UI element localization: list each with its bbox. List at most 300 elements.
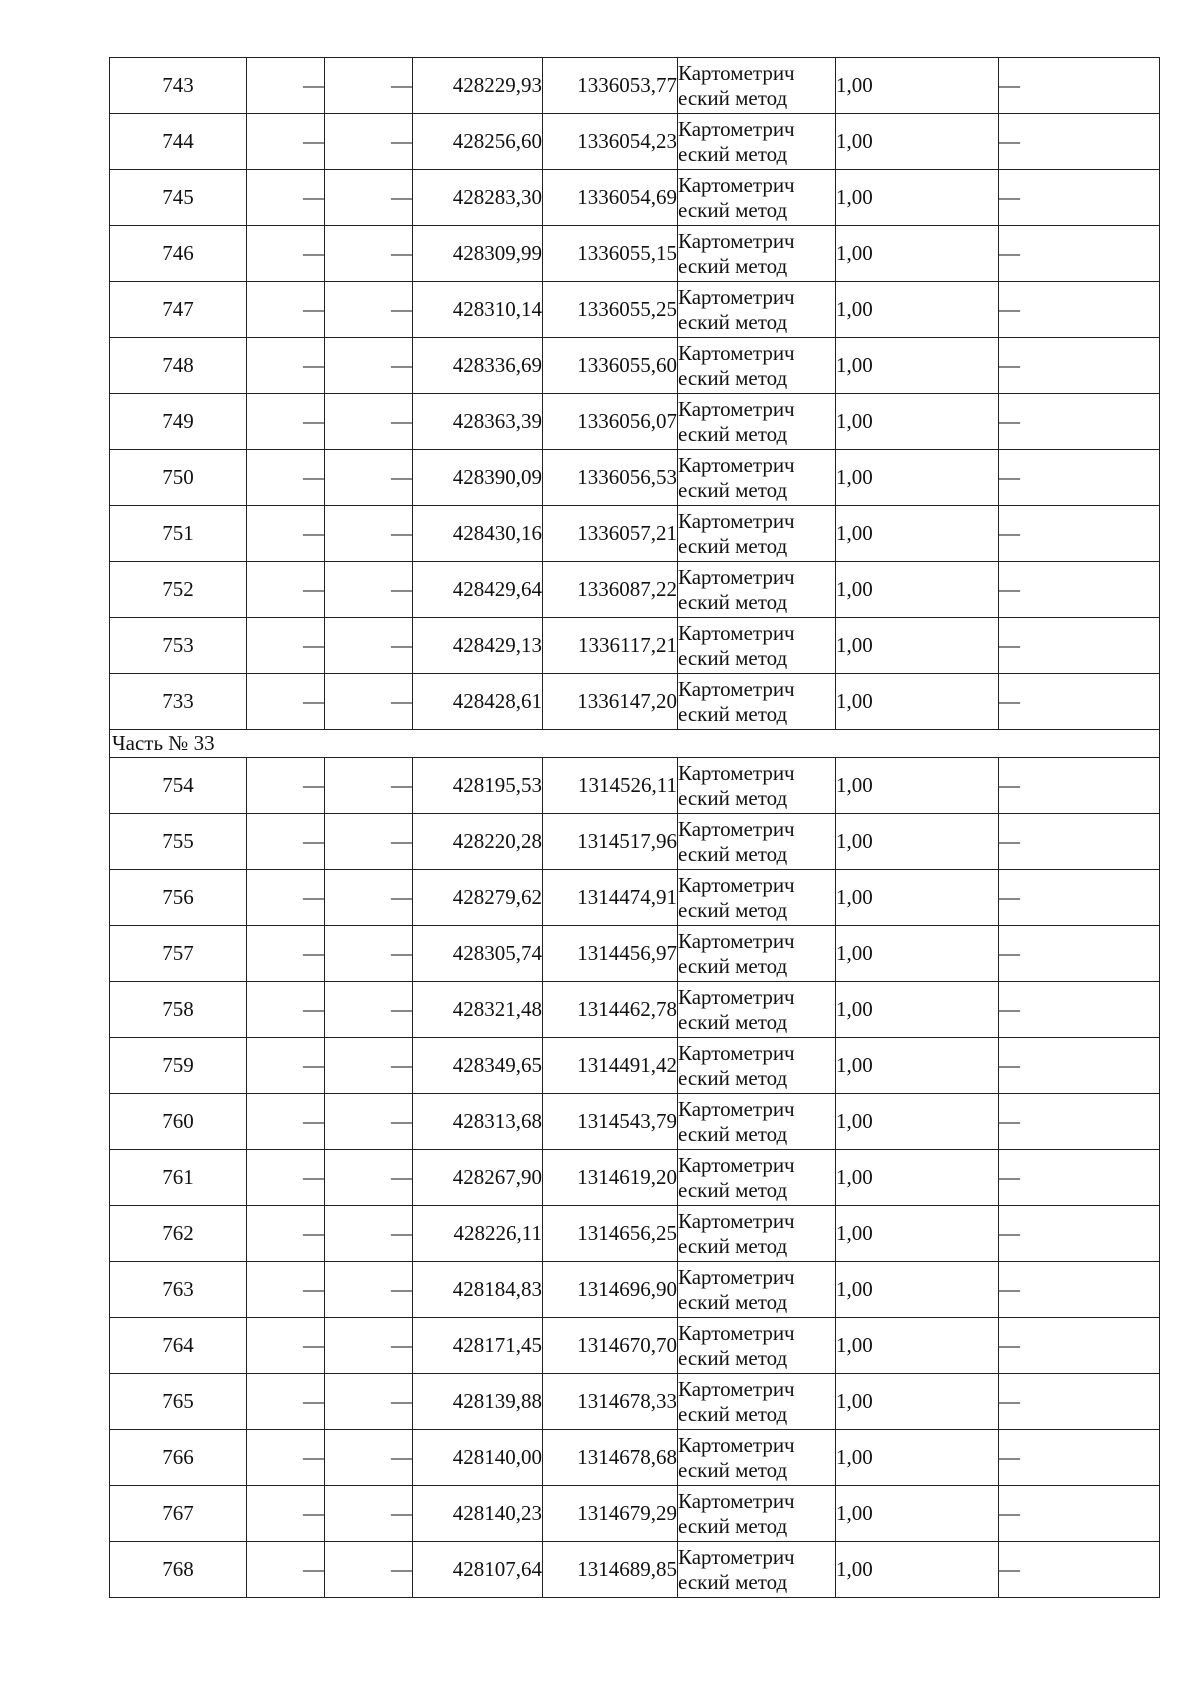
method-text-line-1: Картометрич xyxy=(678,1320,795,1345)
method-text-line-1: Картометрич xyxy=(678,1432,795,1457)
accuracy-cell: 1,00 xyxy=(836,338,999,394)
existing-x-cell: — xyxy=(247,394,325,450)
new-x-cell: 428184,83 xyxy=(413,1262,543,1318)
existing-x-cell: — xyxy=(247,114,325,170)
table-row xyxy=(110,1430,1160,1486)
existing-y-cell: — xyxy=(325,1262,413,1318)
method-text-line-1: Картометрич xyxy=(678,620,795,645)
accuracy-cell: 1,00 xyxy=(836,758,999,814)
new-x-cell: 428279,62 xyxy=(413,870,543,926)
method-cell xyxy=(678,1094,836,1150)
method-cell xyxy=(678,1318,836,1374)
accuracy-cell: 1,00 xyxy=(836,1262,999,1318)
method-cell xyxy=(678,758,836,814)
point-number-cell: 768 xyxy=(110,1542,247,1598)
new-y-cell: 1314678,68 xyxy=(543,1430,678,1486)
new-y-cell: 1314679,29 xyxy=(543,1486,678,1542)
accuracy-cell: 1,00 xyxy=(836,1542,999,1598)
table-row xyxy=(110,450,1160,506)
new-y-cell: 1336055,15 xyxy=(543,226,678,282)
existing-y-cell: — xyxy=(325,1038,413,1094)
existing-x-cell: — xyxy=(247,1262,325,1318)
method-cell xyxy=(678,1486,836,1542)
description-cell: — xyxy=(999,982,1160,1038)
existing-y-cell: — xyxy=(325,870,413,926)
method-text-line-2: еский метод xyxy=(678,1569,788,1594)
existing-x-cell: — xyxy=(247,1542,325,1598)
new-x-cell: 428140,23 xyxy=(413,1486,543,1542)
new-x-cell: 428107,64 xyxy=(413,1542,543,1598)
method-text-line-1: Картометрич xyxy=(678,1376,795,1401)
method-text-line-2: еский метод xyxy=(678,701,788,726)
point-number-cell: 755 xyxy=(110,814,247,870)
method-cell xyxy=(678,562,836,618)
method-text-line-2: еский метод xyxy=(678,1121,788,1146)
point-number-cell: 757 xyxy=(110,926,247,982)
new-y-cell: 1314474,91 xyxy=(543,870,678,926)
table-row xyxy=(110,282,1160,338)
new-y-cell: 1314689,85 xyxy=(543,1542,678,1598)
new-x-cell: 428256,60 xyxy=(413,114,543,170)
existing-y-cell: — xyxy=(325,674,413,730)
accuracy-cell: 1,00 xyxy=(836,1374,999,1430)
existing-x-cell: — xyxy=(247,282,325,338)
existing-y-cell: — xyxy=(325,170,413,226)
method-text-line-2: еский метод xyxy=(678,197,788,222)
new-x-cell: 428171,45 xyxy=(413,1318,543,1374)
existing-x-cell: — xyxy=(247,338,325,394)
existing-x-cell: — xyxy=(247,226,325,282)
method-text-line-1: Картометрич xyxy=(678,1152,795,1177)
method-text-line-2: еский метод xyxy=(678,365,788,390)
method-text-line-1: Картометрич xyxy=(678,1488,795,1513)
table-row xyxy=(110,1318,1160,1374)
method-text-line-1: Картометрич xyxy=(678,760,795,785)
new-y-cell: 1336056,07 xyxy=(543,394,678,450)
new-y-cell: 1336055,25 xyxy=(543,282,678,338)
new-y-cell: 1314696,90 xyxy=(543,1262,678,1318)
accuracy-cell: 1,00 xyxy=(836,1150,999,1206)
method-cell xyxy=(678,1262,836,1318)
new-y-cell: 1314656,25 xyxy=(543,1206,678,1262)
description-cell: — xyxy=(999,1542,1160,1598)
method-cell xyxy=(678,1542,836,1598)
method-text-line-2: еский метод xyxy=(678,645,788,670)
point-number-cell: 743 xyxy=(110,58,247,114)
description-cell: — xyxy=(999,450,1160,506)
description-cell: — xyxy=(999,1150,1160,1206)
description-cell: — xyxy=(999,618,1160,674)
new-x-cell: 428226,11 xyxy=(413,1206,543,1262)
existing-x-cell: — xyxy=(247,1206,325,1262)
existing-x-cell: — xyxy=(247,926,325,982)
table-row xyxy=(110,674,1160,730)
description-cell: — xyxy=(999,1094,1160,1150)
new-y-cell: 1314517,96 xyxy=(543,814,678,870)
existing-x-cell: — xyxy=(247,758,325,814)
new-y-cell: 1314670,70 xyxy=(543,1318,678,1374)
existing-y-cell: — xyxy=(325,1542,413,1598)
table-row xyxy=(110,394,1160,450)
method-text-line-1: Картометрич xyxy=(678,564,795,589)
method-cell xyxy=(678,338,836,394)
accuracy-cell: 1,00 xyxy=(836,450,999,506)
point-number-cell: 764 xyxy=(110,1318,247,1374)
point-number-cell: 765 xyxy=(110,1374,247,1430)
new-y-cell: 1336054,69 xyxy=(543,170,678,226)
description-cell: — xyxy=(999,1318,1160,1374)
method-text-line-2: еский метод xyxy=(678,1345,788,1370)
method-text-line-2: еский метод xyxy=(678,421,788,446)
description-cell: — xyxy=(999,1486,1160,1542)
existing-x-cell: — xyxy=(247,562,325,618)
accuracy-cell: 1,00 xyxy=(836,1206,999,1262)
description-cell: — xyxy=(999,674,1160,730)
new-y-cell: 1336087,22 xyxy=(543,562,678,618)
method-cell xyxy=(678,870,836,926)
description-cell: — xyxy=(999,58,1160,114)
method-text-line-2: еский метод xyxy=(678,1177,788,1202)
table-row xyxy=(110,1262,1160,1318)
method-text-line-1: Картометрич xyxy=(678,1208,795,1233)
existing-x-cell: — xyxy=(247,1430,325,1486)
description-cell: — xyxy=(999,926,1160,982)
method-text-line-1: Картометрич xyxy=(678,816,795,841)
new-y-cell: 1314526,11 xyxy=(543,758,678,814)
table-row xyxy=(110,1542,1160,1598)
method-cell xyxy=(678,1038,836,1094)
new-y-cell: 1314543,79 xyxy=(543,1094,678,1150)
existing-y-cell: — xyxy=(325,1318,413,1374)
existing-y-cell: — xyxy=(325,1486,413,1542)
method-text-line-1: Картометрич xyxy=(678,984,795,1009)
accuracy-cell: 1,00 xyxy=(836,674,999,730)
method-text-line-1: Картометрич xyxy=(678,1096,795,1121)
method-text-line-1: Картометрич xyxy=(678,1264,795,1289)
point-number-cell: 760 xyxy=(110,1094,247,1150)
method-text-line-2: еский метод xyxy=(678,253,788,278)
new-y-cell: 1314678,33 xyxy=(543,1374,678,1430)
point-number-cell: 745 xyxy=(110,170,247,226)
new-x-cell: 428349,65 xyxy=(413,1038,543,1094)
existing-x-cell: — xyxy=(247,58,325,114)
new-y-cell: 1314456,97 xyxy=(543,926,678,982)
table-row xyxy=(110,814,1160,870)
method-cell xyxy=(678,394,836,450)
existing-y-cell: — xyxy=(325,814,413,870)
existing-x-cell: — xyxy=(247,1374,325,1430)
method-text-line-2: еский метод xyxy=(678,785,788,810)
table-row xyxy=(110,1486,1160,1542)
method-text-line-2: еский метод xyxy=(678,85,788,110)
method-text-line-1: Картометрич xyxy=(678,396,795,421)
table-row xyxy=(110,982,1160,1038)
existing-y-cell: — xyxy=(325,338,413,394)
method-text-line-2: еский метод xyxy=(678,533,788,558)
existing-y-cell: — xyxy=(325,506,413,562)
new-y-cell: 1336147,20 xyxy=(543,674,678,730)
method-text-line-2: еский метод xyxy=(678,953,788,978)
point-number-cell: 758 xyxy=(110,982,247,1038)
method-text-line-2: еский метод xyxy=(678,897,788,922)
accuracy-cell: 1,00 xyxy=(836,562,999,618)
new-x-cell: 428139,88 xyxy=(413,1374,543,1430)
table-row xyxy=(110,114,1160,170)
existing-y-cell: — xyxy=(325,758,413,814)
point-number-cell: 749 xyxy=(110,394,247,450)
method-text-line-1: Картометрич xyxy=(678,452,795,477)
point-number-cell: 733 xyxy=(110,674,247,730)
existing-x-cell: — xyxy=(247,674,325,730)
existing-y-cell: — xyxy=(325,926,413,982)
point-number-cell: 751 xyxy=(110,506,247,562)
description-cell: — xyxy=(999,758,1160,814)
table-row xyxy=(110,618,1160,674)
method-text-line-2: еский метод xyxy=(678,1233,788,1258)
method-text-line-1: Картометрич xyxy=(678,172,795,197)
new-y-cell: 1314462,78 xyxy=(543,982,678,1038)
method-cell xyxy=(678,1150,836,1206)
existing-y-cell: — xyxy=(325,618,413,674)
existing-y-cell: — xyxy=(325,982,413,1038)
table-row xyxy=(110,226,1160,282)
part-heading-row xyxy=(110,730,1160,758)
method-cell xyxy=(678,450,836,506)
accuracy-cell: 1,00 xyxy=(836,282,999,338)
point-number-cell: 752 xyxy=(110,562,247,618)
accuracy-cell: 1,00 xyxy=(836,618,999,674)
new-y-cell: 1314619,20 xyxy=(543,1150,678,1206)
new-x-cell: 428195,53 xyxy=(413,758,543,814)
method-text-line-1: Картометрич xyxy=(678,284,795,309)
method-text-line-1: Картометрич xyxy=(678,116,795,141)
method-text-line-2: еский метод xyxy=(678,477,788,502)
new-x-cell: 428428,61 xyxy=(413,674,543,730)
method-cell xyxy=(678,674,836,730)
method-cell xyxy=(678,618,836,674)
existing-y-cell: — xyxy=(325,1094,413,1150)
accuracy-cell: 1,00 xyxy=(836,926,999,982)
method-cell xyxy=(678,114,836,170)
existing-x-cell: — xyxy=(247,870,325,926)
point-number-cell: 754 xyxy=(110,758,247,814)
point-number-cell: 748 xyxy=(110,338,247,394)
new-x-cell: 428140,00 xyxy=(413,1430,543,1486)
existing-y-cell: — xyxy=(325,1374,413,1430)
point-number-cell: 750 xyxy=(110,450,247,506)
existing-y-cell: — xyxy=(325,562,413,618)
new-y-cell: 1336057,21 xyxy=(543,506,678,562)
part-heading: Часть № 33 xyxy=(110,730,1160,758)
method-text-line-1: Картометрич xyxy=(678,228,795,253)
description-cell: — xyxy=(999,1206,1160,1262)
method-text-line-2: еский метод xyxy=(678,1289,788,1314)
new-x-cell: 428305,74 xyxy=(413,926,543,982)
existing-x-cell: — xyxy=(247,506,325,562)
table-row xyxy=(110,506,1160,562)
accuracy-cell: 1,00 xyxy=(836,870,999,926)
new-x-cell: 428267,90 xyxy=(413,1150,543,1206)
existing-x-cell: — xyxy=(247,170,325,226)
existing-x-cell: — xyxy=(247,1486,325,1542)
point-number-cell: 753 xyxy=(110,618,247,674)
table-row xyxy=(110,870,1160,926)
point-number-cell: 761 xyxy=(110,1150,247,1206)
description-cell: — xyxy=(999,170,1160,226)
table-row xyxy=(110,338,1160,394)
accuracy-cell: 1,00 xyxy=(836,1430,999,1486)
description-cell: — xyxy=(999,1262,1160,1318)
method-cell xyxy=(678,926,836,982)
point-number-cell: 746 xyxy=(110,226,247,282)
point-number-cell: 763 xyxy=(110,1262,247,1318)
table-body xyxy=(110,58,1160,1598)
existing-y-cell: — xyxy=(325,282,413,338)
method-text-line-1: Картометрич xyxy=(678,1040,795,1065)
existing-x-cell: — xyxy=(247,618,325,674)
existing-y-cell: — xyxy=(325,1150,413,1206)
new-x-cell: 428310,14 xyxy=(413,282,543,338)
coordinates-table xyxy=(109,57,1160,1598)
existing-y-cell: — xyxy=(325,1206,413,1262)
point-number-cell: 762 xyxy=(110,1206,247,1262)
accuracy-cell: 1,00 xyxy=(836,226,999,282)
method-text-line-2: еский метод xyxy=(678,1065,788,1090)
description-cell: — xyxy=(999,338,1160,394)
accuracy-cell: 1,00 xyxy=(836,506,999,562)
method-cell xyxy=(678,506,836,562)
new-x-cell: 428363,39 xyxy=(413,394,543,450)
point-number-cell: 756 xyxy=(110,870,247,926)
new-x-cell: 428309,99 xyxy=(413,226,543,282)
accuracy-cell: 1,00 xyxy=(836,982,999,1038)
new-x-cell: 428429,13 xyxy=(413,618,543,674)
new-y-cell: 1336056,53 xyxy=(543,450,678,506)
existing-x-cell: — xyxy=(247,814,325,870)
new-y-cell: 1314491,42 xyxy=(543,1038,678,1094)
new-x-cell: 428321,48 xyxy=(413,982,543,1038)
method-text-line-2: еский метод xyxy=(678,309,788,334)
table-row xyxy=(110,1374,1160,1430)
existing-y-cell: — xyxy=(325,58,413,114)
new-y-cell: 1336117,21 xyxy=(543,618,678,674)
accuracy-cell: 1,00 xyxy=(836,170,999,226)
table-row xyxy=(110,926,1160,982)
new-x-cell: 428390,09 xyxy=(413,450,543,506)
existing-y-cell: — xyxy=(325,226,413,282)
table-row xyxy=(110,562,1160,618)
new-x-cell: 428430,16 xyxy=(413,506,543,562)
new-x-cell: 428283,30 xyxy=(413,170,543,226)
table-row xyxy=(110,1206,1160,1262)
method-text-line-2: еский метод xyxy=(678,1457,788,1482)
method-text-line-2: еский метод xyxy=(678,841,788,866)
method-cell xyxy=(678,170,836,226)
table-row xyxy=(110,170,1160,226)
accuracy-cell: 1,00 xyxy=(836,1318,999,1374)
point-number-cell: 767 xyxy=(110,1486,247,1542)
table-row xyxy=(110,58,1160,114)
description-cell: — xyxy=(999,226,1160,282)
description-cell: — xyxy=(999,506,1160,562)
new-x-cell: 428313,68 xyxy=(413,1094,543,1150)
method-cell xyxy=(678,58,836,114)
new-x-cell: 428229,93 xyxy=(413,58,543,114)
new-x-cell: 428336,69 xyxy=(413,338,543,394)
accuracy-cell: 1,00 xyxy=(836,58,999,114)
method-text-line-1: Картометрич xyxy=(678,340,795,365)
table-row xyxy=(110,1150,1160,1206)
table-row xyxy=(110,1038,1160,1094)
point-number-cell: 747 xyxy=(110,282,247,338)
method-text-line-1: Картометрич xyxy=(678,60,795,85)
description-cell: — xyxy=(999,394,1160,450)
description-cell: — xyxy=(999,1430,1160,1486)
accuracy-cell: 1,00 xyxy=(836,114,999,170)
description-cell: — xyxy=(999,114,1160,170)
method-cell xyxy=(678,226,836,282)
method-text-line-2: еский метод xyxy=(678,1513,788,1538)
method-text-line-2: еский метод xyxy=(678,589,788,614)
existing-y-cell: — xyxy=(325,450,413,506)
accuracy-cell: 1,00 xyxy=(836,814,999,870)
method-cell xyxy=(678,1206,836,1262)
method-cell xyxy=(678,1374,836,1430)
new-x-cell: 428429,64 xyxy=(413,562,543,618)
method-text-line-1: Картометрич xyxy=(678,872,795,897)
method-text-line-2: еский метод xyxy=(678,1401,788,1426)
existing-y-cell: — xyxy=(325,1430,413,1486)
new-x-cell: 428220,28 xyxy=(413,814,543,870)
existing-y-cell: — xyxy=(325,114,413,170)
method-text-line-1: Картометрич xyxy=(678,1544,795,1569)
point-number-cell: 766 xyxy=(110,1430,247,1486)
table-row xyxy=(110,758,1160,814)
accuracy-cell: 1,00 xyxy=(836,1486,999,1542)
point-number-cell: 759 xyxy=(110,1038,247,1094)
point-number-cell: 744 xyxy=(110,114,247,170)
description-cell: — xyxy=(999,814,1160,870)
accuracy-cell: 1,00 xyxy=(836,1038,999,1094)
accuracy-cell: 1,00 xyxy=(836,1094,999,1150)
new-y-cell: 1336055,60 xyxy=(543,338,678,394)
method-cell xyxy=(678,814,836,870)
description-cell: — xyxy=(999,1374,1160,1430)
accuracy-cell: 1,00 xyxy=(836,394,999,450)
existing-x-cell: — xyxy=(247,450,325,506)
existing-x-cell: — xyxy=(247,1318,325,1374)
method-text-line-1: Картометрич xyxy=(678,508,795,533)
method-text-line-2: еский метод xyxy=(678,141,788,166)
method-text-line-2: еский метод xyxy=(678,1009,788,1034)
description-cell: — xyxy=(999,562,1160,618)
description-cell: — xyxy=(999,282,1160,338)
new-y-cell: 1336054,23 xyxy=(543,114,678,170)
method-text-line-1: Картометрич xyxy=(678,928,795,953)
method-cell xyxy=(678,282,836,338)
method-cell xyxy=(678,982,836,1038)
existing-y-cell: — xyxy=(325,394,413,450)
existing-x-cell: — xyxy=(247,1150,325,1206)
method-cell xyxy=(678,1430,836,1486)
existing-x-cell: — xyxy=(247,1038,325,1094)
existing-x-cell: — xyxy=(247,982,325,1038)
table-row xyxy=(110,1094,1160,1150)
description-cell: — xyxy=(999,870,1160,926)
new-y-cell: 1336053,77 xyxy=(543,58,678,114)
description-cell: — xyxy=(999,1038,1160,1094)
method-text-line-1: Картометрич xyxy=(678,676,795,701)
